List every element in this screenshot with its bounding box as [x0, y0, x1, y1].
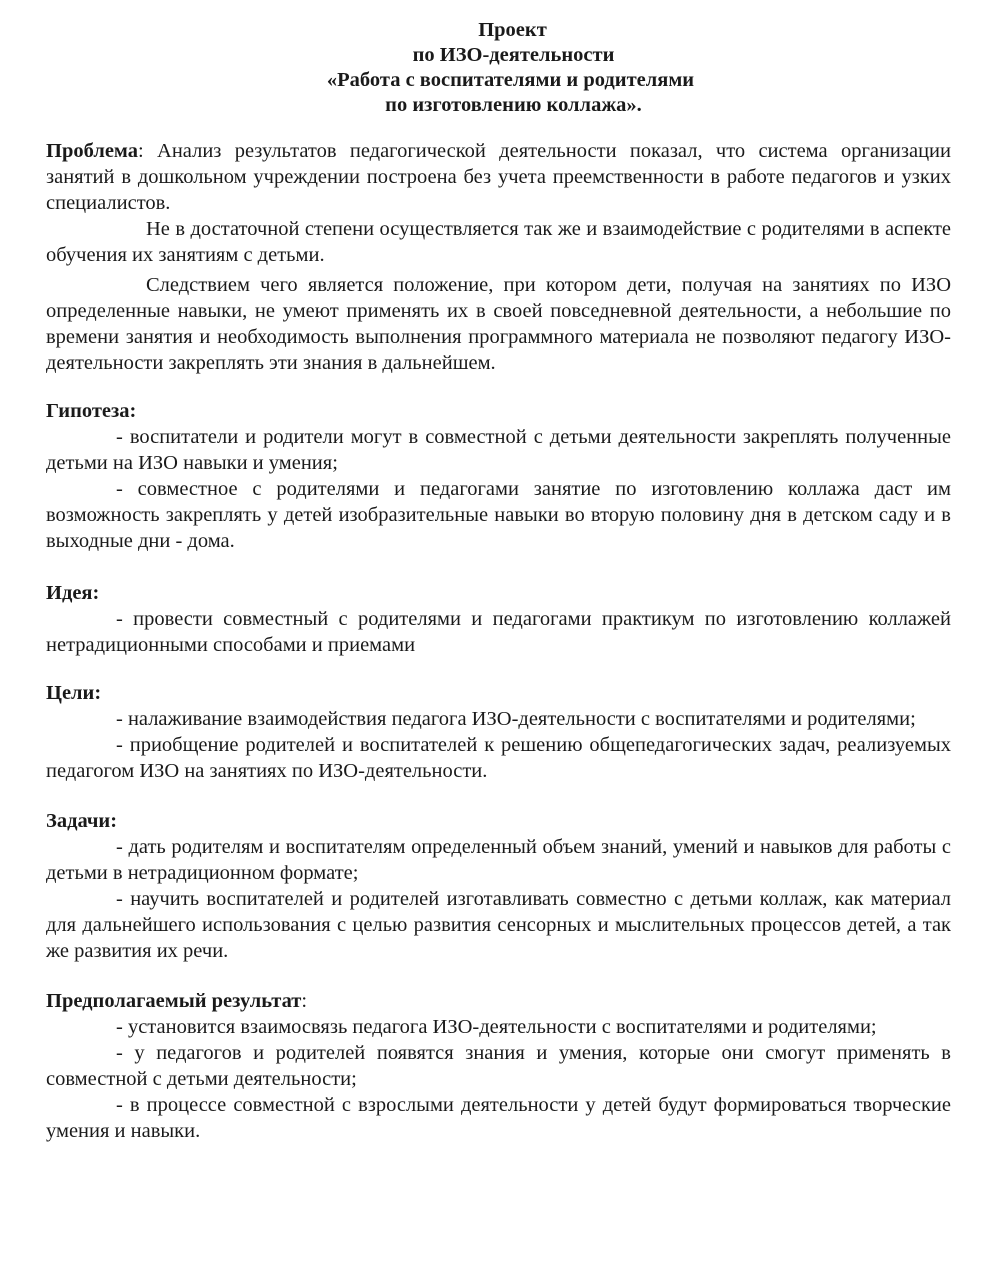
- title-line-1: Проект: [478, 19, 547, 41]
- hypothesis-item-2: - совместное с родителями и педагогами занятие по изготовлению коллажа даст им возможность закреплять у детей изобразительные навыки во вторую половину дня в детском саду и в выходные дни - дома.: [46, 478, 951, 552]
- result-heading-line: [46, 988, 951, 1014]
- section-tasks: [46, 808, 951, 964]
- section-idea: [46, 580, 951, 658]
- section-hypothesis: [46, 398, 951, 554]
- problem-text: : Анализ результатов педагогической деятельности показал, что система организации занятий в дошкольном учреждении построена без учета преемственности в работе педагогов и узких специалистов.: [46, 140, 951, 214]
- hypothesis-heading: Гипотеза:: [46, 400, 137, 422]
- goals-item-1: - налаживание взаимодействия педагога ИЗО-деятельности с воспитателями и родителями;: [116, 708, 916, 730]
- hypothesis-item-1: - воспитатели и родители могут в совместной с детьми деятельности закреплять полученные детьми на ИЗО навыки и умения;: [46, 426, 951, 474]
- idea-heading: Идея:: [46, 582, 100, 604]
- section-goals: [46, 680, 951, 784]
- tasks-heading: Задачи:: [46, 810, 118, 832]
- result-item-3: - в процессе совместной с взрослыми деятельности у детей будут формироваться творческие умения и навыки.: [46, 1094, 951, 1142]
- result-item-1: - установится взаимосвязь педагога ИЗО-деятельности с воспитателями и родителями;: [116, 1016, 877, 1038]
- problem-paragraph-3: Следствием чего является положение, при котором дети, получая на занятиях по ИЗО определенные навыки, не умеют применять их в своей повседневной деятельности, а небольшие по времени занятия и необходимость выполнения программного материала не позволяют педагогу ИЗО-деятельности закреплять эти знания в дальнейшем.: [46, 274, 951, 374]
- problem-heading: Проблема: [46, 140, 139, 162]
- tasks-item-1: - дать родителям и воспитателям определенный объем знаний, умений и навыков для работы с детьми в нетрадиционном формате;: [46, 836, 951, 884]
- result-item-2: - у педагогов и родителей появятся знания и умения, которые они смогут применять в совместной с детьми деятельности;: [46, 1042, 951, 1090]
- problem-paragraph-2: Не в достаточной степени осуществляется так же и взаимодействие с родителями в аспекте обучения их занятиям с детьми.: [46, 218, 951, 266]
- section-problem: [46, 138, 951, 376]
- idea-item-1: - провести совместный с родителями и педагогами практикум по изготовлению коллажей нетрадиционными способами и приемами: [46, 608, 951, 656]
- title-line-4: по изготовлению коллажа».: [385, 94, 642, 116]
- title-line-2: по ИЗО-деятельности: [412, 44, 615, 66]
- section-result: [46, 988, 951, 1144]
- goals-item-2: - приобщение родителей и воспитателей к решению общепедагогических задач, реализуемых педагогом ИЗО на занятиях по ИЗО-деятельности.: [46, 734, 951, 782]
- result-heading-colon: :: [301, 990, 308, 1012]
- tasks-item-2: - научить воспитателей и родителей изготавливать совместно с детьми коллаж, как материал для дальнейшего использования с целью развития сенсорных и мыслительных процессов детей, а так же развития их речи.: [46, 888, 951, 962]
- title-line-3: «Работа с воспитателями и родителями: [326, 69, 695, 91]
- problem-paragraph-1: [46, 138, 951, 216]
- document-title: [46, 0, 951, 118]
- result-heading: Предполагаемый результат: [46, 990, 302, 1012]
- goals-heading: Цели:: [46, 682, 102, 704]
